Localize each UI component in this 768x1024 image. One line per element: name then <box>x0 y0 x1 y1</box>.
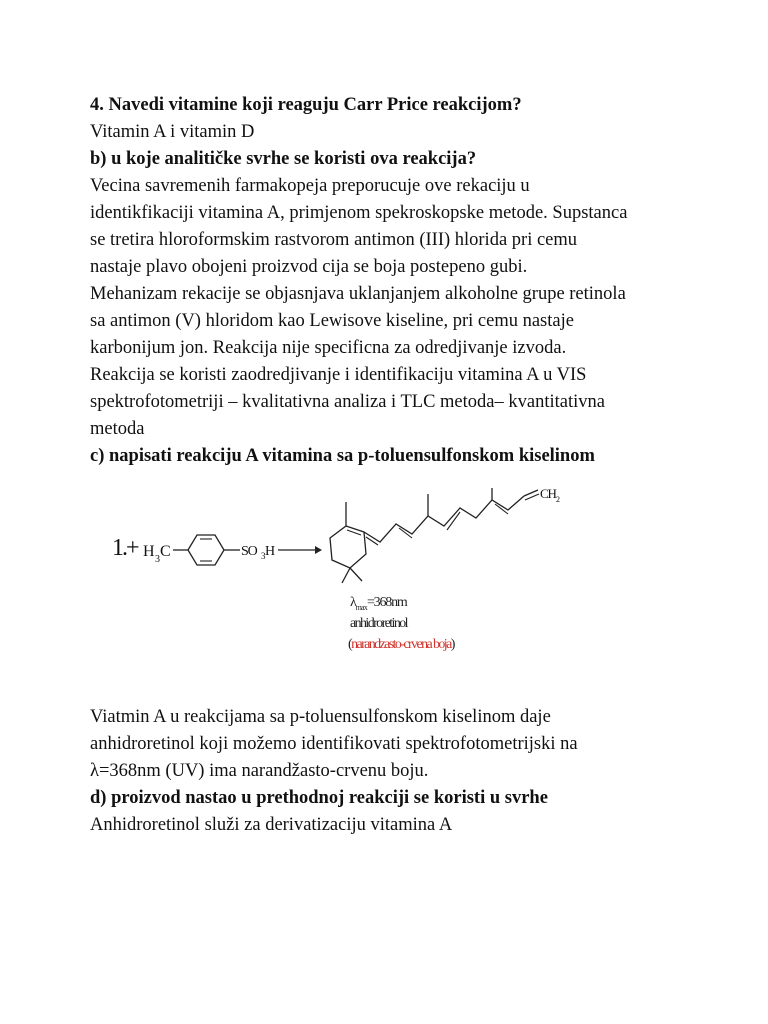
paragraph-line: nastaje plavo obojeni proizvod cija se boja postepeno gubi. <box>90 257 528 277</box>
paragraph-line: anhidroretinol koji možemo identifikovati spektrofotometrijski na <box>90 734 578 754</box>
terminal-ch-label: CH <box>540 488 556 501</box>
main-text-block <box>90 92 700 470</box>
cyclohexene-ring <box>330 526 366 568</box>
sulfonic-h-label: H <box>265 544 276 559</box>
question-d-heading: d) proizvod nastao u prethodnoj reakciji se koristi u svrhe <box>90 788 548 808</box>
paragraph-line: metoda <box>90 419 145 439</box>
sulfonic-so-label: SO <box>241 544 257 559</box>
question-b-heading: b) u koje analitičke svrhe se koristi ova reakcija? <box>90 149 477 169</box>
color-description: narandzasto-crvena boja <box>351 637 451 652</box>
reaction-scheme-figure <box>110 488 590 663</box>
reaction-scheme-drawing <box>110 488 590 598</box>
paragraph-line: karbonijum jon. Reakcija nije specificna za odredjivanje izvoda. <box>90 338 567 358</box>
product-name-label: anhidroretinol <box>350 616 407 631</box>
polyene-chain <box>364 496 524 542</box>
lower-text-block <box>90 704 700 839</box>
paragraph-line: sa antimon (V) hloridom kao Lewisove kiseline, pri cemu nastaje <box>90 311 574 331</box>
paragraph-line: Vecina savremenih farmakopeja preporucuje ove rekaciju u <box>90 176 530 196</box>
reaction-prefix: 1.+ <box>112 535 138 561</box>
product-color-label <box>348 637 454 653</box>
paragraph-line: Viatmin A u reakcijama sa p-toluensulfonskom kiselinom daje <box>90 707 551 727</box>
lambda-symbol: λ <box>350 595 356 610</box>
paragraph-line: Reakcija se koristi zaodredjivanje i identifikaciju vitamina A u VIS <box>90 365 587 385</box>
terminal-subscript: 2 <box>556 495 560 504</box>
paragraph-line: Mehanizam rekacije se objasnjava uklanjanjem alkoholne grupe retinola <box>90 284 626 304</box>
paragraph-line: se tretira hloroformskim rastvorom antimon (III) hlorida pri cemu <box>90 230 578 250</box>
question-d-answer: Anhidroretinol služi za derivatizaciju vitamina A <box>90 815 453 835</box>
color-close-paren: ) <box>450 637 454 652</box>
paragraph-line: λ=368nm (UV) ima narandžasto-crvenu boju. <box>90 761 429 781</box>
methyl-c-label: C <box>160 543 171 560</box>
paragraph-line: spektrofotometriji – kvalitativna analiza i TLC metoda– kvantitativna <box>90 392 605 412</box>
question-4-answer: Vitamin A i vitamin D <box>90 122 255 142</box>
color-open-paren: ( <box>348 637 352 652</box>
lambda-subscript: max <box>355 602 367 612</box>
sulfonic-subscript: 3 <box>261 551 266 561</box>
question-4-heading: 4. Navedi vitamine koji reaguju Carr Price reakcijom? <box>90 95 522 115</box>
lambda-max-label <box>350 595 407 612</box>
methyl-subscript: 3 <box>155 554 160 565</box>
question-c-heading: c) napisati reakciju A vitamina sa p-toluensulfonskom kiselinom <box>90 446 595 466</box>
lambda-value: =368nm <box>366 595 407 610</box>
methyl-h-label: H <box>143 543 155 560</box>
paragraph-line: identikfikaciji vitamina A, primjenom spekroskopske metode. Supstanca <box>90 203 628 223</box>
